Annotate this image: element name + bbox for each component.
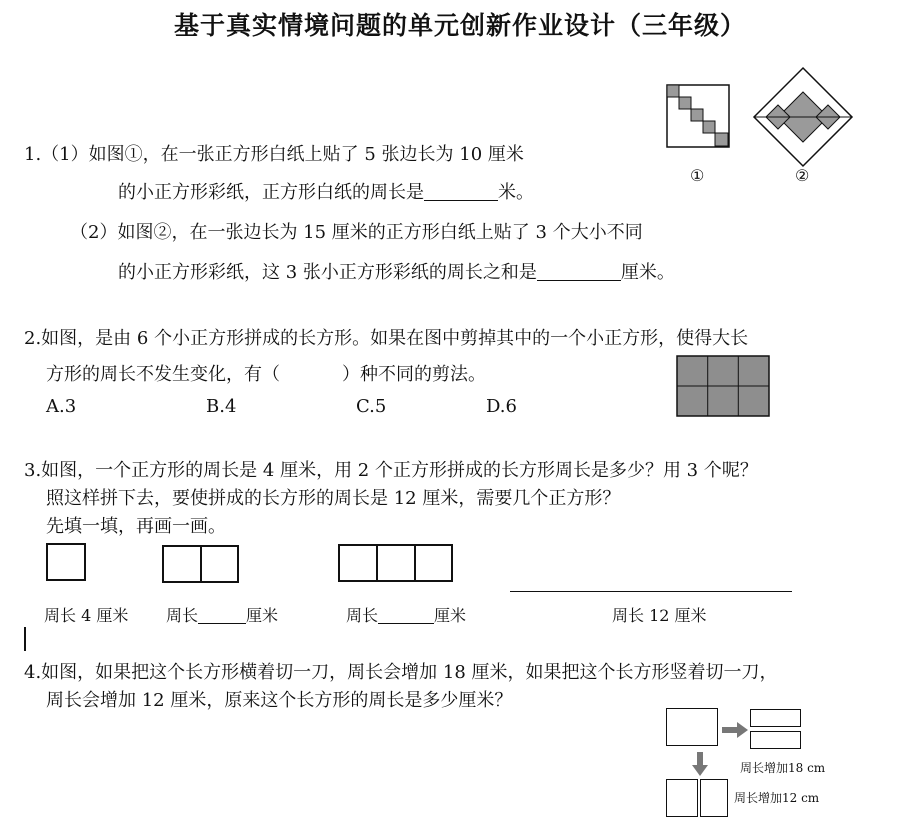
q4-cut-horizontal-top <box>750 709 801 727</box>
figure-1-label: ① <box>690 166 705 185</box>
q3-answer-blank-2[interactable] <box>378 607 434 624</box>
q3-label-2-prefix: 周长 <box>166 606 199 625</box>
q2-line2-prefix: 方形的周长不发生变化，有（ <box>46 364 280 385</box>
q3-label-2 <box>166 603 278 626</box>
q3-two-squares-divider <box>200 547 202 581</box>
q3-line1: 3.如图，一个正方形的周长是 4 厘米，用 2 个正方形拼成的长方形周长是多少？用 3 个呢？ <box>24 460 758 481</box>
q3-three-squares-divider-2 <box>414 546 416 580</box>
q3-label-2-suffix: 厘米 <box>246 606 279 625</box>
q4-cut-vertical-left <box>666 779 698 817</box>
q3-line3: 先填一填，再画一画。 <box>46 516 226 537</box>
right-arrow-icon <box>722 722 748 738</box>
q1-answer-blank-1[interactable] <box>424 182 498 201</box>
q1-part2-prefix: 的小正方形彩纸，这 3 张小正方形彩纸的周长之和是 <box>118 262 537 283</box>
q4-line1: 4.如图，如果把这个长方形横着切一刀，周长会增加 18 厘米，如果把这个长方形竖着切一刀， <box>24 662 778 683</box>
q3-two-squares <box>162 545 239 583</box>
q1-part1-prefix: 的小正方形彩纸，正方形白纸的周长是 <box>118 182 424 203</box>
q2-six-square-rectangle <box>676 355 770 417</box>
q4-line2: 周长会增加 12 厘米，原来这个长方形的周长是多少厘米？ <box>46 690 513 711</box>
q4-original-rectangle <box>666 708 718 746</box>
q3-answer-blank-1[interactable] <box>198 607 246 624</box>
q4-note-1: 周长增加18 cm <box>740 761 826 775</box>
q2-line1: 2.如图，是由 6 个小正方形拼成的长方形。如果在图中剪掉其中的一个小正方形，使得大长 <box>24 328 749 349</box>
q4-cut-vertical-right <box>700 779 728 817</box>
q3-label-3-suffix: 厘米 <box>434 606 467 625</box>
q4-note-2: 周长增加12 cm <box>734 791 820 805</box>
figure-2-diamond-squares <box>752 66 854 168</box>
q2-line2 <box>46 360 486 386</box>
q1-answer-blank-2[interactable] <box>537 262 621 281</box>
q2-line2-suffix: ）种不同的剪法。 <box>342 364 486 385</box>
q3-label-3-prefix: 周长 <box>346 606 379 625</box>
q2-option-d[interactable]: D.6 <box>486 396 517 417</box>
q1-part1-line1: 1.（1）如图①，在一张正方形白纸上贴了 5 张边长为 10 厘米 <box>24 144 524 165</box>
q4-cut-horizontal-bottom <box>750 731 801 749</box>
q3-label-3 <box>346 603 466 626</box>
figure-2-label: ② <box>795 166 810 185</box>
q3-three-squares <box>338 544 453 582</box>
down-arrow-icon <box>692 752 708 776</box>
q1-part2-suffix: 厘米。 <box>620 262 675 283</box>
q3-three-squares-divider-1 <box>376 546 378 580</box>
q2-option-b[interactable]: B.4 <box>206 396 237 417</box>
q3-one-square <box>46 543 86 581</box>
q3-line2: 照这样拼下去，要使拼成的长方形的周长是 12 厘米，需要几个正方形？ <box>46 488 621 509</box>
q1-part1-suffix: 米。 <box>498 182 534 203</box>
q1-part1-line2 <box>118 178 534 204</box>
q3-label-1: 周长 4 厘米 <box>44 606 129 625</box>
q1-part2-line2 <box>118 258 675 284</box>
text-cursor <box>24 627 26 651</box>
q3-drawing-line[interactable] <box>510 591 792 592</box>
figure-1-staircase-squares <box>666 84 730 148</box>
page-title: 基于真实情境问题的单元创新作业设计（三年级） <box>173 11 746 40</box>
q1-part2-line1: （2）如图②，在一张边长为 15 厘米的正方形白纸上贴了 3 个大小不同 <box>70 222 643 243</box>
q3-label-4: 周长 12 厘米 <box>612 606 707 625</box>
q2-option-c[interactable]: C.5 <box>356 396 387 417</box>
q2-option-a[interactable]: A.3 <box>46 396 77 417</box>
